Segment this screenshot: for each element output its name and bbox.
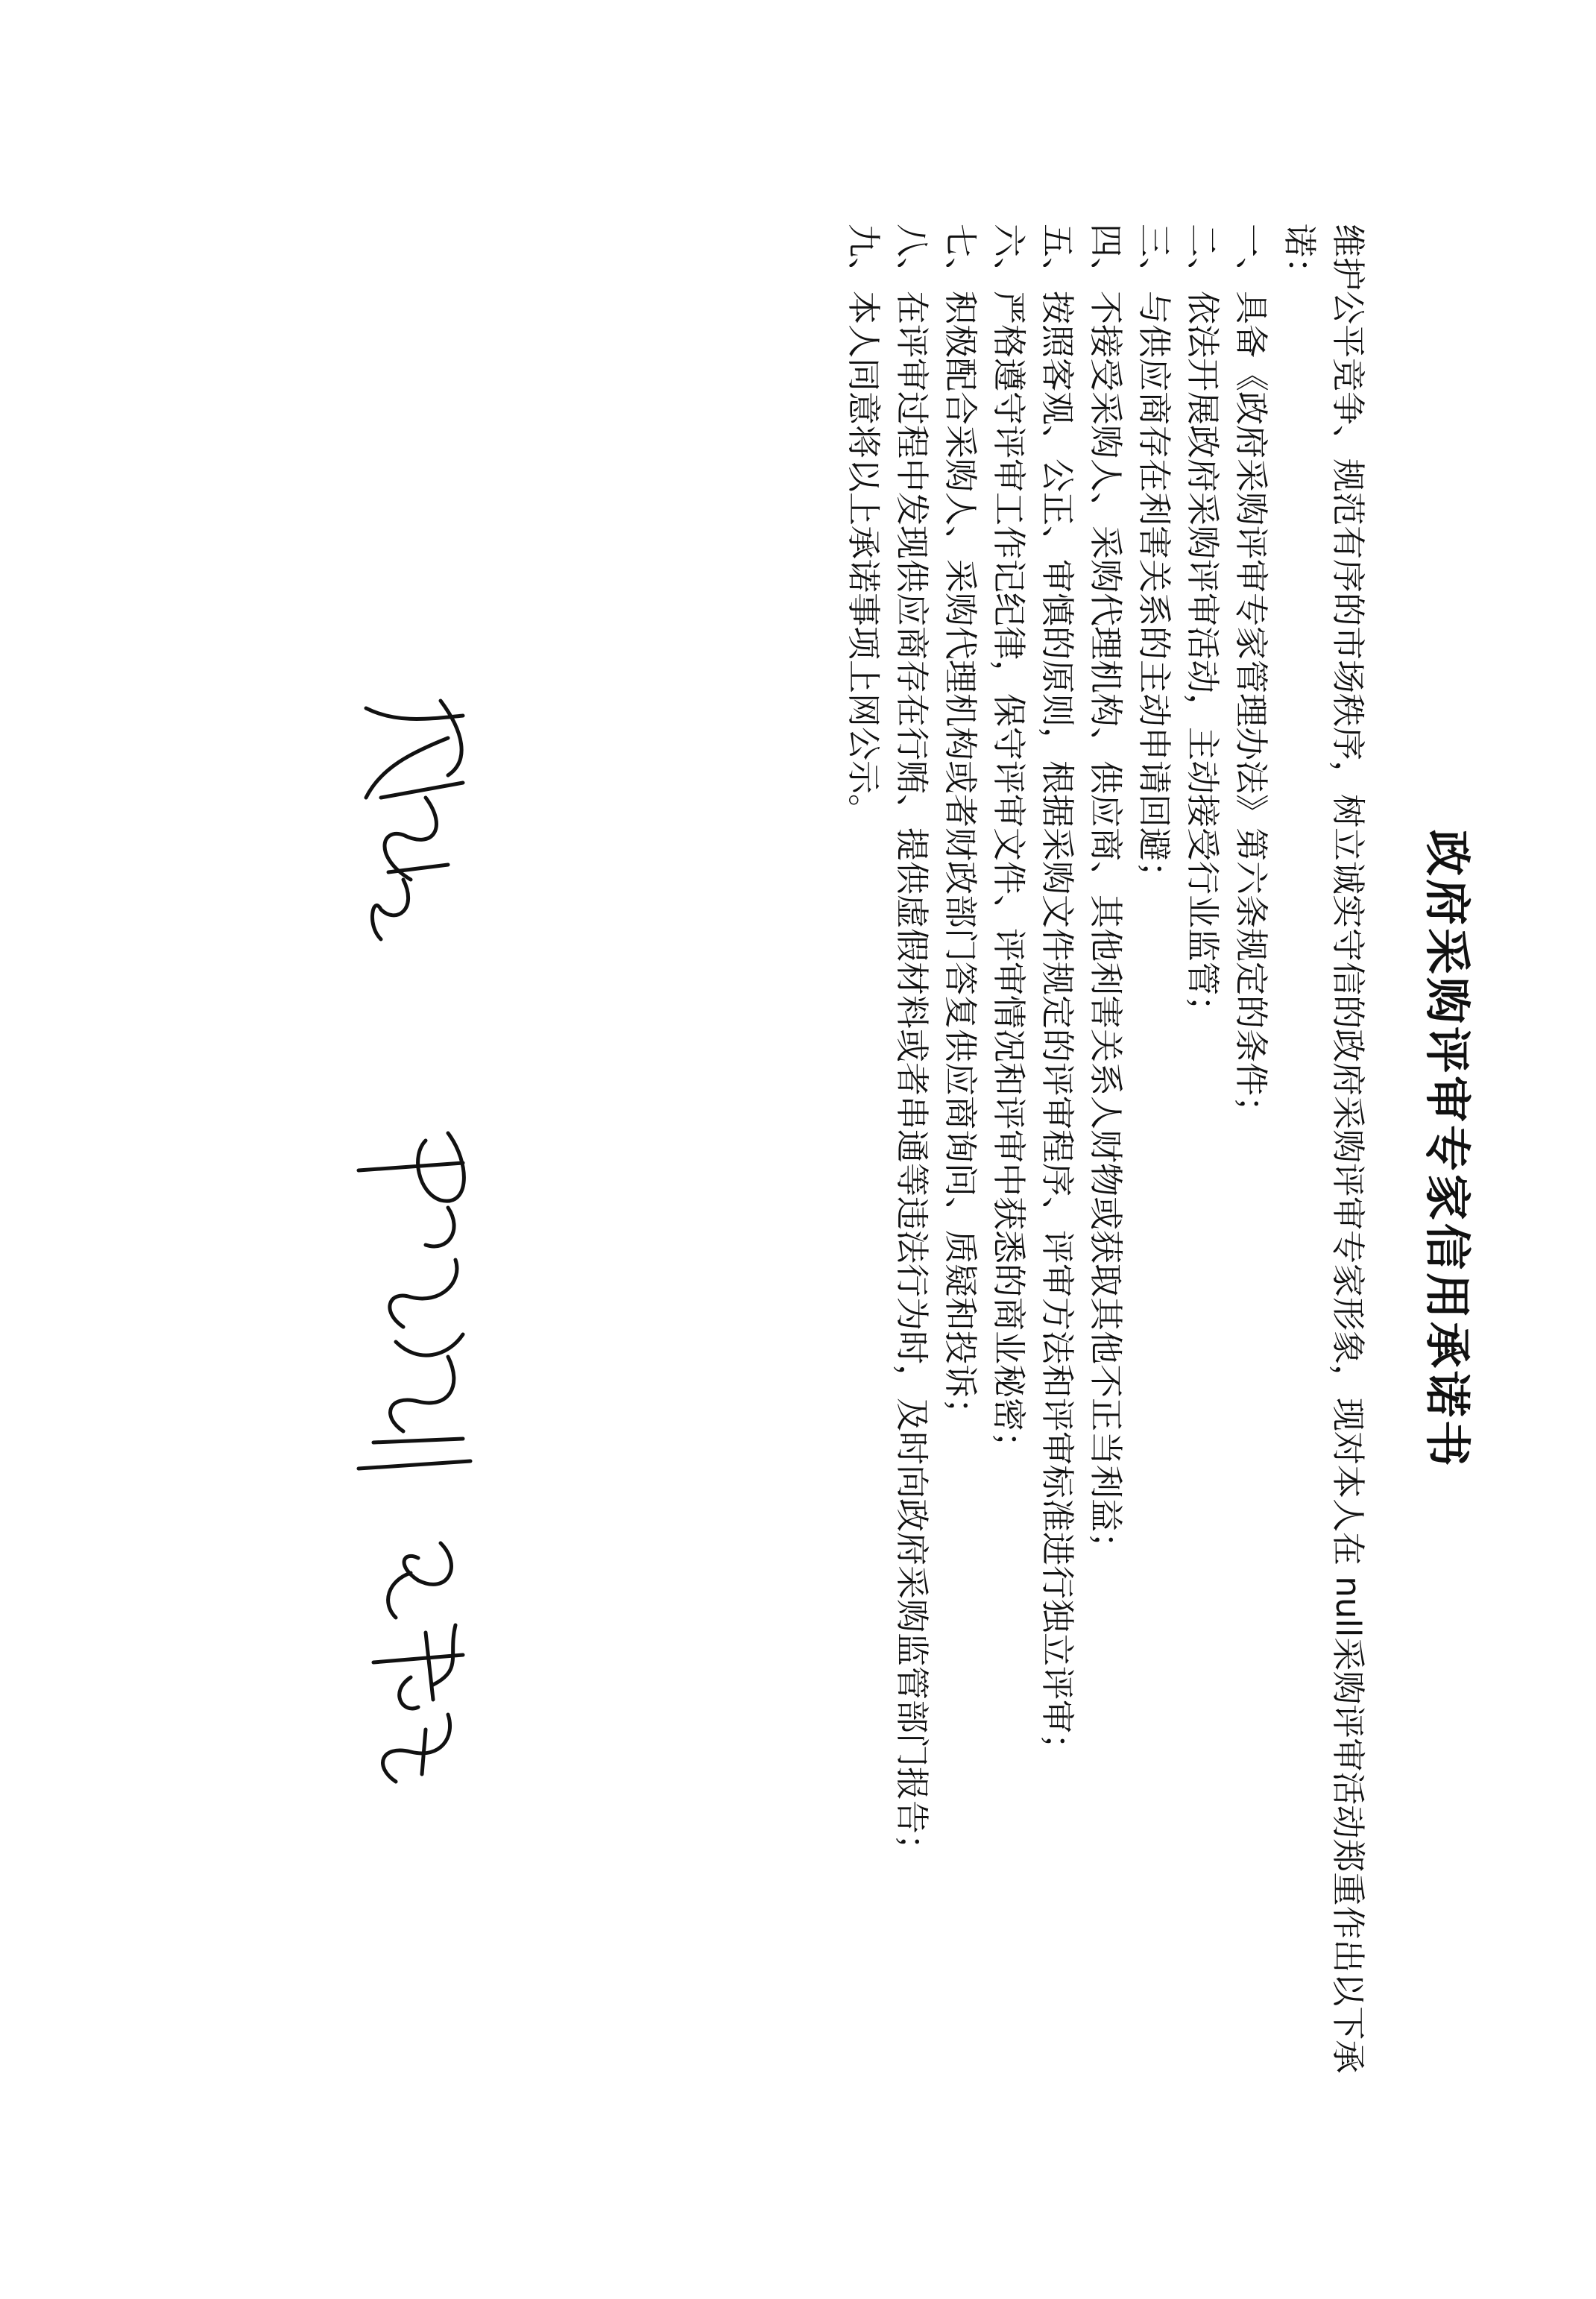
signature-stroke [373, 1543, 463, 1782]
paragraph-item-4: 四、不接受采购人、采购代理机构、供应商、其他利害关系人财物或获取其他不正当利益； [1086, 224, 1126, 1566]
paragraph-item-7: 七、积极配合采购人、采购代理机构或者财政部门答复供应商询问、质疑和投诉； [941, 224, 980, 1432]
paragraph-item-6: 六、严格遵守评审工作记纪律，保守评审文件、评审情况和评审中获悉的商业秘密； [989, 224, 1029, 1466]
paragraph-item-5: 五、按照客观、公正、审慎的原则，根据采购文件规定的评审程序、评审方法和评审标准进行独立评审； [1038, 224, 1077, 1767]
document-title: 政府采购评审专家信用承诺书 [1420, 829, 1474, 1469]
signature-stroke [366, 701, 463, 939]
paragraph-item-3: 三、与供应商存在利害关系的主动申请回避； [1135, 224, 1174, 895]
signature-drawing [344, 686, 493, 1789]
paragraph-item-8: 八、在评审过程中发现供应商存在行贿、提供虚假材料或者串通等违法行为时，及时向政府采购监管部门报告； [892, 224, 932, 1868]
document-body [839, 224, 1372, 2095]
paragraph-item-2: 二、依法开展政府采购评审活动，主动接受行业监管； [1183, 224, 1223, 1029]
paragraph-item-9: 九、本人同意将以上承诺事项上网公示。 [844, 224, 883, 828]
signature-stroke [359, 1133, 470, 1469]
paragraph-item-1: 一、具备《政府采购评审专家管理办法》第六条规定的条件； [1231, 224, 1271, 1130]
handwritten-signature [344, 686, 493, 1789]
paragraph-intro: 维护公平竞争、规范有序的市场秩序，树立诚实守信的政府采购评审专家形象，现对本人在 null采购评审活动郑重作出以下承诺： [1280, 224, 1368, 2074]
